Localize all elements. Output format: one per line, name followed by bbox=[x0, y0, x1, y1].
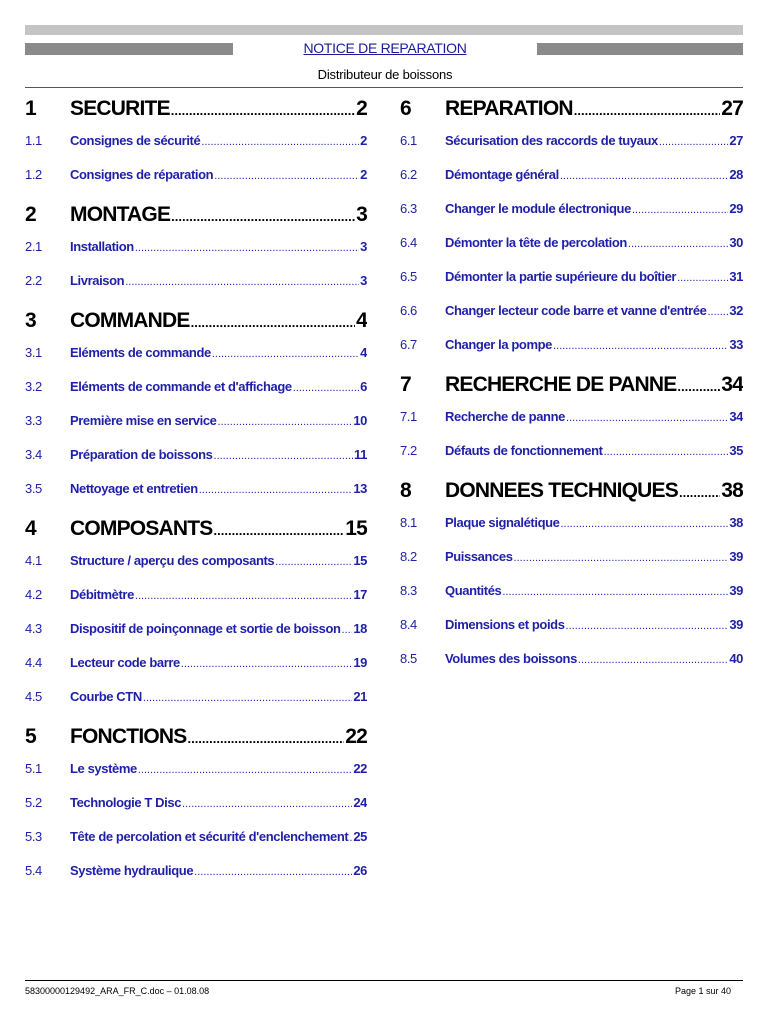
toc-label: RECHERCHE DE PANNE bbox=[445, 373, 677, 396]
toc-section[interactable] bbox=[400, 373, 743, 409]
toc-leader bbox=[181, 658, 352, 670]
toc-leader bbox=[135, 590, 352, 602]
toc-number: 4.2 bbox=[25, 587, 42, 602]
toc-number: 3 bbox=[25, 309, 36, 332]
toc-leader bbox=[677, 379, 720, 394]
footer-filename: 58300000129492_ARA_FR_C.doc – 01.08.08 bbox=[25, 986, 210, 996]
toc-number: 4.5 bbox=[25, 689, 42, 704]
toc-page-number: 25 bbox=[353, 829, 367, 844]
toc-number: 5.1 bbox=[25, 761, 42, 776]
toc-subsection[interactable] bbox=[25, 761, 367, 795]
toc-subsection[interactable] bbox=[400, 617, 743, 651]
toc-page-number: 13 bbox=[353, 481, 367, 496]
toc-label: Défauts de fonctionnement bbox=[445, 443, 603, 458]
toc-number: 8 bbox=[400, 479, 411, 502]
toc-label: Changer lecteur code barre et vanne d'entrée bbox=[445, 303, 707, 318]
toc-page-number: 27 bbox=[729, 133, 743, 148]
toc-label: Préparation de boissons bbox=[70, 447, 213, 462]
toc-number: 5.2 bbox=[25, 795, 42, 810]
toc-label: Consignes de sécurité bbox=[70, 133, 201, 148]
toc-page-number: 30 bbox=[729, 235, 743, 250]
toc-subsection[interactable] bbox=[25, 655, 367, 689]
toc-number: 3.3 bbox=[25, 413, 42, 428]
toc-left-column bbox=[25, 95, 367, 897]
toc-page-number: 39 bbox=[729, 617, 743, 632]
toc-subsection[interactable] bbox=[400, 303, 743, 337]
toc-number: 6.5 bbox=[400, 269, 417, 284]
toc-page-number: 6 bbox=[360, 379, 367, 394]
toc-leader bbox=[191, 315, 356, 330]
toc-leader bbox=[199, 484, 353, 496]
toc-leader bbox=[502, 586, 728, 598]
toc-leader bbox=[349, 832, 352, 844]
toc-leader bbox=[566, 620, 729, 632]
toc-leader bbox=[218, 416, 353, 428]
toc-label: Démontage général bbox=[445, 167, 559, 182]
toc-number: 8.1 bbox=[400, 515, 417, 530]
toc-label: Plaque signalétique bbox=[445, 515, 560, 530]
toc-label: COMPOSANTS bbox=[70, 517, 213, 540]
toc-subsection[interactable] bbox=[25, 167, 367, 201]
toc-number: 8.5 bbox=[400, 651, 417, 666]
toc-subsection[interactable] bbox=[25, 345, 367, 379]
toc-page-number: 22 bbox=[353, 761, 367, 776]
toc-number: 7.2 bbox=[400, 443, 417, 458]
toc-subsection[interactable] bbox=[400, 337, 743, 371]
toc-label: Structure / aperçu des composants bbox=[70, 553, 275, 568]
toc-subsection[interactable] bbox=[400, 549, 743, 583]
toc-section[interactable] bbox=[25, 725, 367, 761]
toc-subsection[interactable] bbox=[400, 201, 743, 235]
toc-leader bbox=[342, 624, 353, 636]
toc-subsection[interactable] bbox=[25, 689, 367, 723]
toc-number: 1.2 bbox=[25, 167, 42, 182]
toc-subsection[interactable] bbox=[400, 133, 743, 167]
toc-subsection[interactable] bbox=[25, 795, 367, 829]
toc-page-number: 39 bbox=[729, 583, 743, 598]
toc-label: COMMANDE bbox=[70, 309, 190, 332]
toc-label: Changer le module électronique bbox=[445, 201, 631, 216]
toc-subsection[interactable] bbox=[25, 481, 367, 515]
toc-leader bbox=[574, 103, 721, 118]
toc-label: Sécurisation des raccords de tuyaux bbox=[445, 133, 658, 148]
toc-subsection[interactable] bbox=[400, 235, 743, 269]
toc-label: REPARATION bbox=[445, 97, 573, 120]
footer-page-number: Page 1 sur 40 bbox=[674, 986, 731, 996]
toc-section[interactable] bbox=[25, 309, 367, 345]
toc-page-number: 3 bbox=[360, 273, 367, 288]
toc-page-number: 21 bbox=[353, 689, 367, 704]
toc-label: Technologie T Disc bbox=[70, 795, 182, 810]
toc-leader bbox=[214, 523, 345, 538]
toc-leader bbox=[553, 340, 728, 352]
toc-leader bbox=[293, 382, 359, 394]
toc-page-number: 18 bbox=[353, 621, 367, 636]
toc-subsection[interactable] bbox=[25, 413, 367, 447]
toc-number: 2 bbox=[25, 203, 36, 226]
toc-subsection[interactable] bbox=[25, 863, 367, 897]
toc-page-number: 29 bbox=[729, 201, 743, 216]
toc-label: Démonter la tête de percolation bbox=[445, 235, 627, 250]
toc-number: 6.6 bbox=[400, 303, 417, 318]
toc-number: 6.7 bbox=[400, 337, 417, 352]
toc-number: 3.1 bbox=[25, 345, 42, 360]
toc-page-number: 26 bbox=[353, 863, 367, 878]
toc-leader bbox=[604, 446, 729, 458]
toc-page-number: 3 bbox=[360, 239, 367, 254]
toc-label: Débitmètre bbox=[70, 587, 134, 602]
toc-page-number: 32 bbox=[729, 303, 743, 318]
toc-leader bbox=[171, 209, 355, 224]
toc-subsection[interactable] bbox=[25, 273, 367, 307]
toc-label: Nettoyage et entretien bbox=[70, 481, 198, 496]
toc-number: 3.2 bbox=[25, 379, 42, 394]
toc-page-number: 15 bbox=[353, 553, 367, 568]
toc-leader bbox=[659, 136, 728, 148]
toc-page-number: 40 bbox=[729, 651, 743, 666]
toc-leader bbox=[566, 412, 728, 424]
toc-page-number: 33 bbox=[729, 337, 743, 352]
document-subtitle: Distributeur de boissons bbox=[317, 67, 453, 82]
toc-leader bbox=[561, 518, 729, 530]
toc-page-number: 22 bbox=[345, 725, 367, 748]
toc-number: 7.1 bbox=[400, 409, 417, 424]
toc-subsection[interactable] bbox=[400, 583, 743, 617]
toc-label: Système hydraulique bbox=[70, 863, 194, 878]
toc-subsection[interactable] bbox=[25, 587, 367, 621]
toc-subsection[interactable] bbox=[400, 409, 743, 443]
toc-label: Puissances bbox=[445, 549, 513, 564]
document-title: NOTICE DE REPARATION bbox=[303, 40, 467, 56]
toc-label: Première mise en service bbox=[70, 413, 217, 428]
toc-page-number: 38 bbox=[729, 515, 743, 530]
toc-subsection[interactable] bbox=[25, 553, 367, 587]
toc-leader bbox=[125, 276, 359, 288]
toc-page-number: 27 bbox=[721, 97, 743, 120]
toc-number: 8.4 bbox=[400, 617, 417, 632]
toc-leader bbox=[212, 348, 359, 360]
toc-number: 1 bbox=[25, 97, 36, 120]
toc-section[interactable] bbox=[400, 97, 743, 133]
toc-page-number: 34 bbox=[721, 373, 743, 396]
toc-label: Livraison bbox=[70, 273, 125, 288]
toc-leader bbox=[677, 272, 728, 284]
toc-leader bbox=[143, 692, 352, 704]
toc-page-number: 2 bbox=[356, 97, 367, 120]
header-right-bar bbox=[537, 43, 743, 55]
toc-leader bbox=[560, 170, 728, 182]
toc-leader bbox=[214, 450, 354, 462]
toc-label: Eléments de commande bbox=[70, 345, 211, 360]
toc-subsection[interactable] bbox=[25, 447, 367, 481]
toc-subsection[interactable] bbox=[25, 621, 367, 655]
toc-number: 3.4 bbox=[25, 447, 42, 462]
toc-page-number: 2 bbox=[360, 133, 367, 148]
toc-number: 8.3 bbox=[400, 583, 417, 598]
toc-number: 7 bbox=[400, 373, 411, 396]
toc-label: Changer la pompe bbox=[445, 337, 553, 352]
toc-subsection[interactable] bbox=[25, 239, 367, 273]
toc-number: 5.4 bbox=[25, 863, 42, 878]
toc-number: 4.3 bbox=[25, 621, 42, 636]
toc-leader bbox=[187, 731, 344, 746]
toc-number: 6 bbox=[400, 97, 411, 120]
toc-number: 6.1 bbox=[400, 133, 417, 148]
toc-page-number: 28 bbox=[729, 167, 743, 182]
toc-label: Le système bbox=[70, 761, 137, 776]
toc-subsection[interactable] bbox=[400, 269, 743, 303]
toc-number: 3.5 bbox=[25, 481, 42, 496]
toc-label: Tête de percolation et sécurité d'enclenchement bbox=[70, 829, 349, 844]
footer-divider bbox=[25, 980, 743, 981]
toc-subsection[interactable] bbox=[25, 379, 367, 413]
toc-page-number: 19 bbox=[353, 655, 367, 670]
toc-section[interactable] bbox=[25, 517, 367, 553]
toc-number: 4.4 bbox=[25, 655, 42, 670]
toc-subsection[interactable] bbox=[400, 515, 743, 549]
toc-label: Quantités bbox=[445, 583, 502, 598]
toc-section[interactable] bbox=[25, 97, 367, 133]
toc-page-number: 34 bbox=[729, 409, 743, 424]
toc-number: 4 bbox=[25, 517, 36, 540]
toc-section[interactable] bbox=[25, 203, 367, 239]
toc-leader bbox=[578, 654, 728, 666]
toc-page-number: 10 bbox=[353, 413, 367, 428]
toc-page-number: 17 bbox=[353, 587, 367, 602]
toc-number: 2.1 bbox=[25, 239, 42, 254]
toc-page-number: 38 bbox=[721, 479, 743, 502]
toc-right-column bbox=[400, 95, 743, 685]
toc-number: 8.2 bbox=[400, 549, 417, 564]
toc-leader bbox=[182, 798, 352, 810]
toc-number: 6.3 bbox=[400, 201, 417, 216]
toc-subsection[interactable] bbox=[400, 443, 743, 477]
toc-page-number: 39 bbox=[729, 549, 743, 564]
toc-label: Démonter la partie supérieure du boîtier bbox=[445, 269, 677, 284]
toc-subsection[interactable] bbox=[400, 651, 743, 685]
toc-subsection[interactable] bbox=[25, 829, 367, 863]
toc-label: Consignes de réparation bbox=[70, 167, 214, 182]
header-top-bar bbox=[25, 25, 743, 35]
toc-subsection[interactable] bbox=[400, 167, 743, 201]
toc-page-number: 31 bbox=[729, 269, 743, 284]
toc-page-number: 35 bbox=[729, 443, 743, 458]
toc-leader bbox=[632, 204, 728, 216]
toc-label: Eléments de commande et d'affichage bbox=[70, 379, 292, 394]
toc-label: Volumes des boissons bbox=[445, 651, 577, 666]
toc-number: 1.1 bbox=[25, 133, 42, 148]
toc-leader bbox=[275, 556, 352, 568]
toc-label: MONTAGE bbox=[70, 203, 171, 226]
toc-leader bbox=[194, 866, 352, 878]
toc-leader bbox=[201, 136, 359, 148]
toc-leader bbox=[214, 170, 359, 182]
toc-label: FONCTIONS bbox=[70, 725, 187, 748]
toc-page-number: 11 bbox=[354, 447, 367, 462]
toc-page-number: 4 bbox=[360, 345, 367, 360]
toc-leader bbox=[514, 552, 729, 564]
toc-label: Lecteur code barre bbox=[70, 655, 180, 670]
toc-leader bbox=[707, 306, 728, 318]
toc-page-number: 2 bbox=[360, 167, 367, 182]
toc-page-number: 24 bbox=[353, 795, 367, 810]
toc-number: 2.2 bbox=[25, 273, 42, 288]
toc-number: 5 bbox=[25, 725, 36, 748]
toc-label: Installation bbox=[70, 239, 134, 254]
toc-label: Dimensions et poids bbox=[445, 617, 565, 632]
toc-page-number: 15 bbox=[345, 517, 367, 540]
toc-section[interactable] bbox=[400, 479, 743, 515]
toc-page-number: 4 bbox=[356, 309, 367, 332]
toc-leader bbox=[679, 485, 720, 500]
toc-leader bbox=[171, 103, 355, 118]
toc-leader bbox=[138, 764, 353, 776]
toc-page-number: 3 bbox=[356, 203, 367, 226]
toc-leader bbox=[628, 238, 728, 250]
header-left-bar bbox=[25, 43, 233, 55]
toc-number: 4.1 bbox=[25, 553, 42, 568]
toc-label: DONNEES TECHNIQUES bbox=[445, 479, 678, 502]
toc-label: Dispositif de poinçonnage et sortie de boisson bbox=[70, 621, 341, 636]
toc-subsection[interactable] bbox=[25, 133, 367, 167]
toc-leader bbox=[135, 242, 359, 254]
toc-number: 6.2 bbox=[400, 167, 417, 182]
toc-number: 6.4 bbox=[400, 235, 417, 250]
toc-label: Recherche de panne bbox=[445, 409, 565, 424]
toc-number: 5.3 bbox=[25, 829, 42, 844]
header-divider bbox=[25, 87, 743, 88]
toc-label: Courbe CTN bbox=[70, 689, 142, 704]
toc-label: SECURITE bbox=[70, 97, 170, 120]
